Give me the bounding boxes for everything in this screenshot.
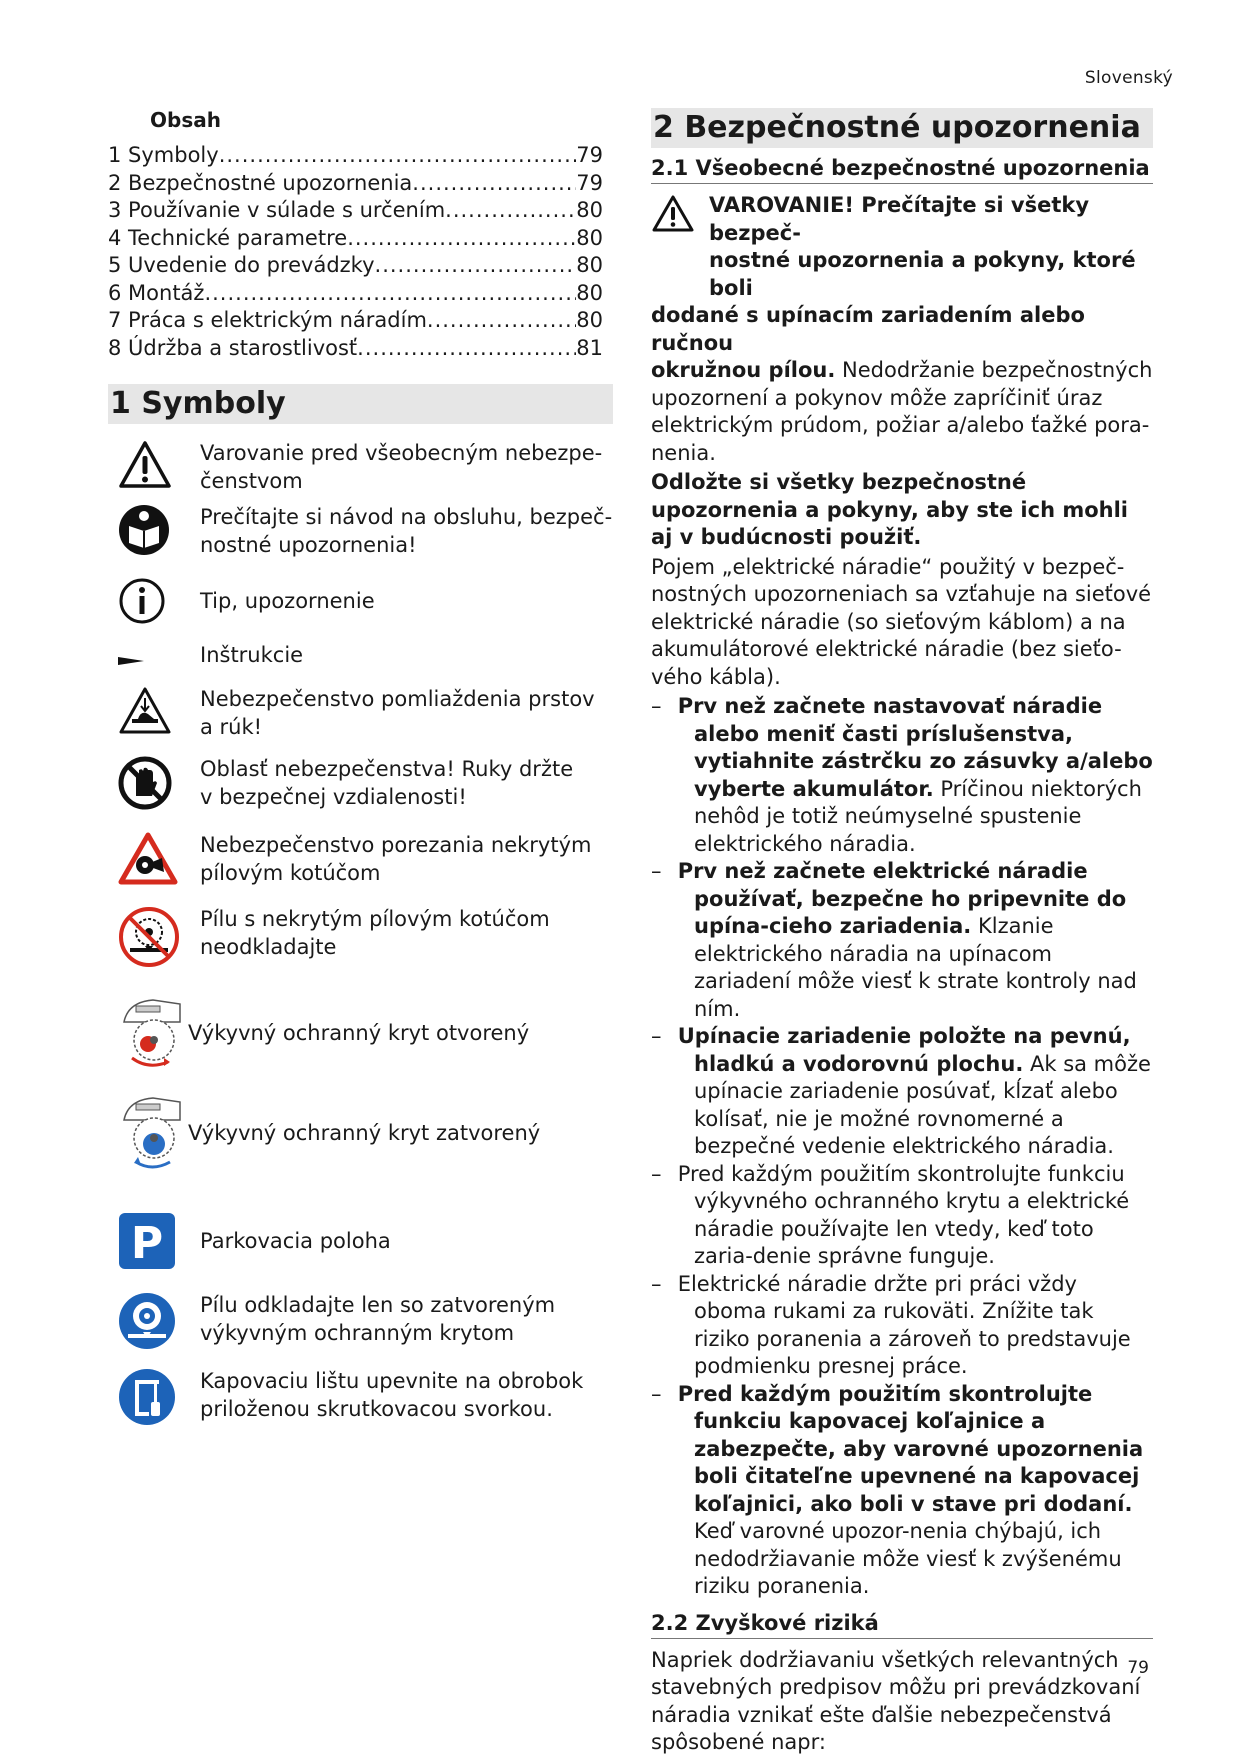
- symbols-heading: 1 Symboly: [108, 384, 613, 424]
- toc-entry-text: 4 Technické parametre: [108, 225, 348, 250]
- symbol-text: výkyvným ochranným krytom: [200, 1320, 515, 1345]
- table-of-contents: [108, 142, 613, 362]
- safety-heading: 2 Bezpečnostné upozornenia: [651, 108, 1153, 148]
- symbol-text: Parkovacia poloha: [200, 1229, 391, 1253]
- list-item-text: Klzanie elektrického náradia na upínacom zariadení môže viesť k strate kontroly nad ním.: [694, 914, 1137, 1021]
- symbol-text: a rúk!: [200, 714, 263, 739]
- toc-entry-text: 8 Údržba a starostlivosť: [108, 335, 358, 360]
- symbol-text: Nebezpečenstvo pomliaždenia prstov: [200, 687, 595, 711]
- instruction-arrow-icon: [118, 654, 148, 668]
- symbol-text: Nebezpečenstvo porezania nekrytým: [200, 833, 592, 857]
- right-column: [651, 108, 1153, 1757]
- toc-entry-text: 1 Symboly: [108, 143, 219, 167]
- guard-closed-icon: [118, 1090, 188, 1174]
- hands-prohibited-icon: [118, 756, 172, 810]
- left-column: [108, 100, 613, 424]
- general-warning-icon: [651, 194, 695, 234]
- toc-entry[interactable]: [108, 307, 603, 335]
- symbol-text: Oblasť nebezpečenstva! Ruky držte: [200, 757, 574, 781]
- list-item-text: Príčinou niektorých nehôd je totiž neúmyselné spustenie elektrického náradia.: [694, 776, 1142, 856]
- list-item-bold: Upínacie zariadenie položte na pevnú, hladkú a vodorovnú plochu.: [677, 1024, 1131, 1076]
- symbol-text: Pílu s nekrytým pílovým kotúčom: [200, 907, 550, 931]
- symbol-text: čenstvom: [200, 468, 303, 493]
- symbol-text: Inštrukcie: [200, 643, 304, 667]
- list-item-bold: Prv než začnete nastavovať náradie alebo meniť časti príslušenstva, vytiahnite zástrčku zo zásuvky a/alebo vyberte akumulátor.: [677, 694, 1153, 801]
- list-item: – Pred každým použitím skontrolujte funkciu kapovacej koľajnice a zabezpečte, aby varovné upozornenia boli čitateľne upevnené na kapovacej koľajnici, ako boli v stave pri dodaní. Keď varovné upozor-nenia chýbajú, ich nedodržiavanie môže viesť k zvýšenému riziku poranenia.: [651, 1381, 1144, 1598]
- toc-entry[interactable]: [108, 197, 603, 225]
- place-saw-guard-closed-icon: [118, 1292, 176, 1350]
- warning-text: dodané s upínacím zariadením alebo ručnou: [651, 303, 1085, 355]
- warning-body: Nedodržanie bezpečnostných upozornení a pokynov môže zapríčiniť úraz elektrickým prúdom, požiar a/alebo ťažké pora-nenia.: [651, 358, 1153, 465]
- info-icon: [118, 577, 166, 625]
- toc-title: Obsah: [150, 108, 221, 132]
- saw-cut-warning-icon: [118, 832, 178, 886]
- list-item: – Prv než začnete nastavovať náradie alebo meniť časti príslušenstva, vytiahnite zástrčku zo zásuvky a/alebo vyberte akumulátor. Príčinou niektorých nehôd je totiž neúmyselné spustenie elektrického náradia.: [651, 694, 1153, 856]
- toc-entry-page: 80: [576, 198, 603, 222]
- toc-entry-page: 79: [576, 143, 603, 167]
- residual-risks-text: Napriek dodržiavaniu všetkých relevantných stavebných predpisov môžu pri prevádzkovaní náradia vznikať ešte ďalšie nebezpečenstvá spôsobené napr:: [651, 1647, 1141, 1754]
- toc-entry[interactable]: [108, 142, 603, 170]
- toc-entry[interactable]: [108, 170, 603, 198]
- symbol-text: Varovanie pred všeobecným nebezpe-: [200, 441, 603, 465]
- page-number: 79: [1127, 1658, 1149, 1678]
- toc-entry-page: 80: [576, 225, 603, 250]
- residual-risks-subheading: 2.2 Zvyškové riziká: [651, 1609, 1153, 1639]
- list-item-bold: Prv než začnete elektrické náradie používať, bezpečne ho pripevnite do upína-cieho zariadenia.: [677, 859, 1127, 938]
- symbol-text: priloženou skrutkovacou svorkou.: [200, 1396, 553, 1421]
- hand-crush-warning-icon: [118, 686, 172, 736]
- list-item: – Upínacie zariadenie položte na pevnú, hladkú a vodorovnú plochu. Ak sa môže upínacie zariadenie posúvať, kĺzať alebo kolísať, nie je možné rovnomerné a bezpečné vedenie elektrického náradia.: [651, 1024, 1151, 1158]
- parking-icon: [118, 1212, 176, 1270]
- general-warning-icon: [118, 440, 172, 490]
- symbol-text: Výkyvný ochranný kryt otvorený: [188, 1021, 530, 1045]
- toc-entry-page: 80: [576, 253, 603, 277]
- toc-entry[interactable]: [108, 280, 603, 308]
- toc-entry-text: 2 Bezpečnostné upozornenia: [108, 170, 413, 195]
- warning-text: nostné upozornenia a pokyny, ktoré boli: [709, 248, 1136, 300]
- list-item-text: Elektrické náradie držte pri práci vždy oboma rukami za rukoväti. Znížite tak riziko poranenia a zároveň to predstavuje podmienku presnej práce.: [677, 1271, 1131, 1378]
- warning-text: okružnou pílou.: [651, 358, 836, 382]
- symbol-text: Kapovaciu lištu upevnite na obrobok: [200, 1369, 584, 1393]
- do-not-place-saw-icon: [118, 906, 180, 968]
- list-item-bold: Pred každým použitím skontrolujte funkciu kapovacej koľajnice a zabezpečte, aby varovné upozornenia boli čitateľne upevnené na kapovacej koľajnici, ako boli v stave pri dodaní.: [677, 1381, 1144, 1516]
- list-item-text: Keď varovné upozor-nenia chýbajú, ich nedodržiavanie môže viesť k zvýšenému riziku poranenia.: [694, 1519, 1122, 1598]
- symbols-list: [118, 436, 623, 1466]
- power-tool-term-text: Pojem „elektrické náradie“ použitý v bezpeč-nostných upozorneniach sa vzťahuje na sieťové elektrické náradie (so sieťovým káblom) a na akumulátorové elektrické náradie (bez sieťo-vého kábla).: [651, 554, 1152, 689]
- toc-entry-text: 3 Používanie v súlade s určením: [108, 198, 446, 222]
- list-item: – Pred každým použitím skontrolujte funkciu výkyvného ochranného krytu a elektrické náradie používajte len vtedy, keď toto zaria-denie správne funguje.: [651, 1161, 1130, 1268]
- toc-entry-text: 7 Práca s elektrickým náradím: [108, 308, 427, 332]
- toc-entry[interactable]: [108, 335, 603, 363]
- clamp-icon: [118, 1368, 176, 1426]
- symbol-text: Výkyvný ochranný kryt zatvorený: [188, 1121, 541, 1145]
- list-item-text: Ak sa môže upínacie zariadenie posúvať, kĺzať alebo kolísať, nie je možné rovnomerné a bezpečné vedenie elektrického náradia.: [694, 1051, 1151, 1158]
- symbol-text: Prečítajte si návod na obsluhu, bezpeč-: [200, 505, 613, 529]
- guard-open-icon: [118, 992, 188, 1074]
- symbol-text: pílovým kotúčom: [200, 860, 381, 885]
- toc-entry-text: 6 Montáž: [108, 280, 205, 305]
- toc-entry-text: 5 Uvedenie do prevádzky: [108, 253, 375, 277]
- toc-entry[interactable]: [108, 252, 603, 280]
- toc-entry-page: 81: [576, 335, 603, 360]
- list-item: – Prv než začnete elektrické náradie používať, bezpečne ho pripevnite do upína-cieho zariadenia. Klzanie elektrického náradia na upínacom zariadení môže viesť k strate kontroly nad ním.: [651, 859, 1137, 1021]
- warning-text: VAROVANIE! Prečítajte si všetky bezpeč-: [709, 193, 1090, 245]
- symbol-text: nostné upozornenia!: [200, 532, 417, 557]
- toc-entry-page: 80: [576, 308, 603, 332]
- list-item: – Elektrické náradie držte pri práci vždy oboma rukami za rukoväti. Znížite tak riziko poranenia a zároveň to predstavuje podmienku presnej práce.: [651, 1271, 1131, 1378]
- toc-entry-page: 79: [576, 170, 603, 195]
- read-manual-icon: [118, 504, 170, 556]
- keep-instructions-text: Odložte si všetky bezpečnostné upozornenia a pokyny, aby ste ich mohli aj v budúcnosti použiť.: [651, 470, 1128, 549]
- svg-text:P: P: [130, 1218, 164, 1269]
- symbol-text: Pílu odkladajte len so zatvoreným: [200, 1293, 556, 1317]
- warning-block: [651, 192, 1153, 467]
- symbol-text: neodkladajte: [200, 934, 337, 959]
- toc-entry-page: 80: [576, 280, 603, 305]
- list-item-text: Pred každým použitím skontrolujte funkciu výkyvného ochranného krytu a elektrické náradie používajte len vtedy, keď toto zaria-denie správne funguje.: [677, 1161, 1130, 1268]
- symbol-text: v bezpečnej vzdialenosti!: [200, 784, 467, 809]
- safety-bullet-list: [651, 693, 1153, 1601]
- toc-entry[interactable]: [108, 225, 603, 253]
- language-label: Slovenský: [1084, 68, 1173, 88]
- general-safety-subheading: 2.1 Všeobecné bezpečnostné upozornenia: [651, 154, 1153, 184]
- symbol-text: Tip, upozornenie: [200, 589, 375, 613]
